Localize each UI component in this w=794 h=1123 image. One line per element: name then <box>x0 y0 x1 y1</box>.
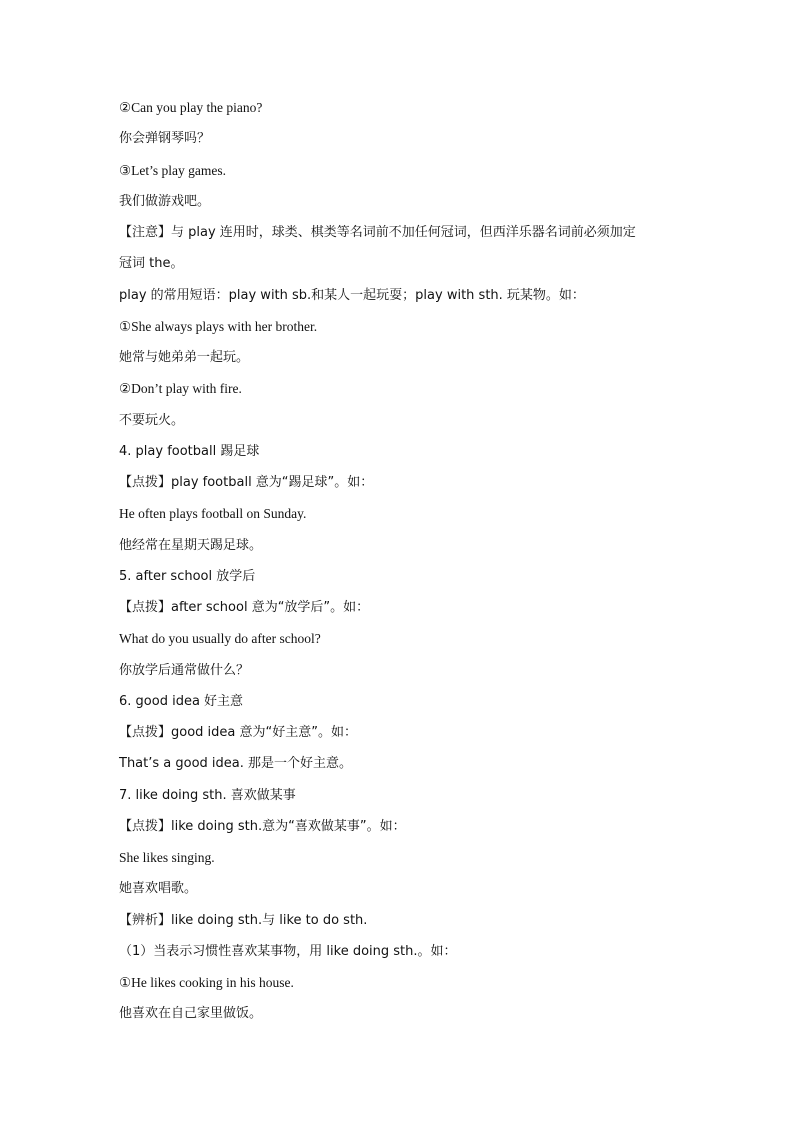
text-line: 【辨析】like doing sth.与 like to do sth. <box>119 912 368 928</box>
text-line: 我们做游戏吧。 <box>119 193 211 209</box>
text-line: That’s a good idea. 那是一个好主意。 <box>119 756 353 772</box>
section-heading: 4. play football 踢足球 <box>119 443 260 459</box>
text-line: 【点拨】like doing sth.意为“喜欢做某事”。如： <box>119 818 406 834</box>
text-line: ②Can you play the piano? <box>119 100 263 115</box>
text-line: 他经常在星期天踢足球。 <box>119 537 263 553</box>
text-line: play 的常用短语：play with sb.和某人一起玩耍；play with sth. 玩某物。如： <box>119 287 585 303</box>
text-line: 他喜欢在自己家里做饭。 <box>119 1006 263 1022</box>
document-page <box>119 100 719 1038</box>
text-line: 她喜欢唱歌。 <box>119 881 198 897</box>
text-line: 不要玩火。 <box>119 412 185 428</box>
text-line: （1）当表示习惯性喜欢某事物，用 like doing sth.。如： <box>119 943 457 959</box>
text-line: ①He likes cooking in his house. <box>119 975 294 990</box>
text-line: ②Don’t play with fire. <box>119 381 242 397</box>
text-line: 【点拨】after school 意为“放学后”。如： <box>119 600 370 615</box>
text-line: ③Let’s play games. <box>119 162 226 178</box>
text-line: What do you usually do after school? <box>119 631 321 647</box>
text-line: He often plays football on Sunday. <box>119 506 307 522</box>
section-heading: 7. like doing sth. 喜欢做某事 <box>119 787 296 803</box>
text-line: 你放学后通常做什么？ <box>119 662 250 678</box>
section-heading: 5. after school 放学后 <box>119 568 256 584</box>
text-line: 她常与她弟弟一起玩。 <box>119 350 250 365</box>
text-line: She likes singing. <box>119 850 215 865</box>
text-line: ①She always plays with her brother. <box>119 318 318 334</box>
text-line: 【点拨】good idea 意为“好主意”。如： <box>119 725 357 740</box>
text-line: 你会弹钢琴吗？ <box>119 131 211 147</box>
section-heading: 6. good idea 好主意 <box>119 693 244 709</box>
text-line: 【注意】与 play 连用时，球类、棋类等名词前不加任何冠词，但西洋乐器名词前必须加定 <box>119 225 636 240</box>
text-line: 冠词 the。 <box>119 256 184 272</box>
text-line: 【点拨】play football 意为“踢足球”。如： <box>119 475 374 490</box>
